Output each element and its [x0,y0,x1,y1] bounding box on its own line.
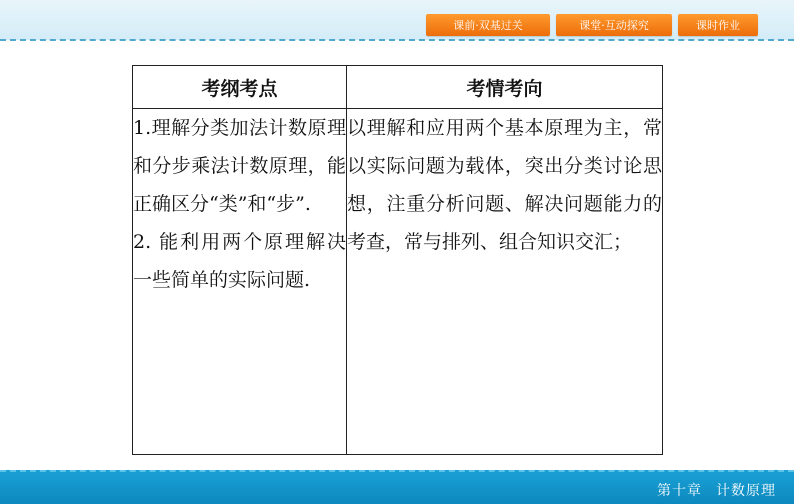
chapter-footer [657,480,776,500]
header-exam-trends: 考情考向 [347,66,663,109]
top-banner [0,0,794,40]
exam-point-1: 1.理解分类加法计数原理和分步乘法计数原理，能正确区分“类”和“步”. [133,117,346,215]
exam-trends-cell [347,109,663,455]
nav-button-pre-class[interactable]: 课前·双基过关 [426,14,550,36]
table-row [133,109,663,455]
bottom-dashed-divider [0,470,794,472]
exam-points-cell [133,109,347,455]
chapter-number: 第十章 [657,483,702,499]
exam-trend-text: 以理解和应用两个基本原理为主，常以实际问题为载体，突出分类讨论思想，注重分析问题、解决问题能力的考查，常与排列、组合知识交汇； [347,117,662,253]
top-dashed-divider [0,39,794,41]
content-table [132,65,663,455]
chapter-title: 计数原理 [716,483,776,499]
nav-button-homework[interactable]: 课时作业 [678,14,758,36]
nav-button-in-class[interactable]: 课堂·互动探究 [556,14,672,36]
header-exam-points: 考纲考点 [133,66,347,109]
table-header-row [133,66,663,109]
exam-point-2: 2. 能利用两个原理解决一些简单的实际问题. [133,231,346,291]
